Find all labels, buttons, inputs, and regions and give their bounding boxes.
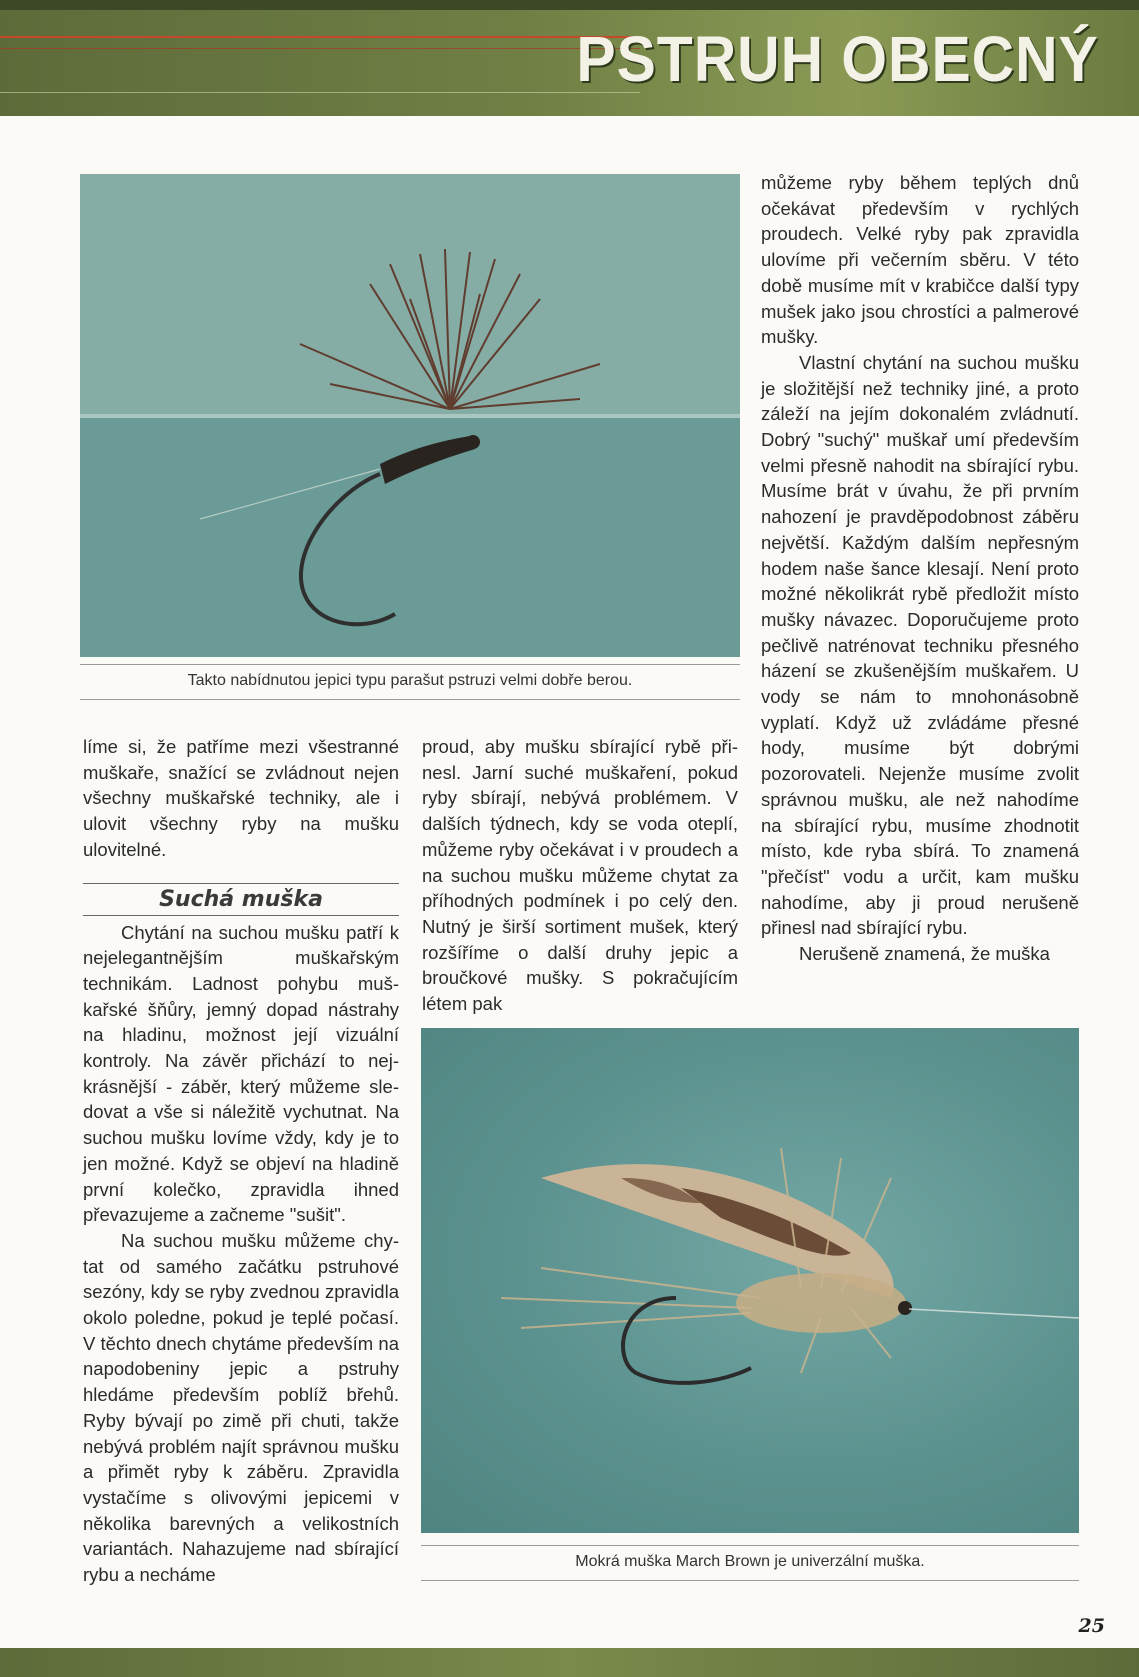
header-rule [0, 92, 640, 93]
paragraph: můžeme ryby během teplých dnů očekávat především v rychlých proudech. Velké ryby pak zpravidla ulovíme při večerním sběru. V této době musíme mít v krabičce další typy mušek jako jsou chrostíci a palmerové mušky. [761, 172, 1079, 348]
wet-fly-illustration [421, 1028, 1079, 1533]
header-rule [0, 48, 640, 49]
photo-march-brown-fly [421, 1028, 1079, 1533]
photo-caption: Mokrá muška March Brown je univerzální muška. [421, 1545, 1079, 1581]
paragraph: Na suchou mušku můžeme chytat od samého začátku pstruhové sezóny, kdy se ryby zvednou zpravidla okolo poledne, pokud je teplé počasí. V těchto dnech chytáme především na napodobeniny jepic a pstruhy hledáme především poblíž břehů. Ryby bývají po zimě při chuti, takže nebývá problém najít správnou mušku a přimět ryby k záběru. Zpravidla vystačíme s olivovými jepicemi v několika barevných a velikostních variantách. Nahazujeme nad sbírající rybu a necháme [83, 1229, 399, 1586]
paragraph: Chytání na suchou mušku patří k nejelegantnějším muškařským technikám. Ladnost pohybu muškařské šňůry, jemný dopad nástrahy na hladinu, možnost její vizuální kontroly. Na závěr přichází to nejkrásnější - záběr, který můžeme sledovat a vše si náležitě vychutnat. Na suchou mušku lovíme vždy, kdy je to jen možné. Když se objeví na hladině první kolečko, zpravidla ihned převazujeme a začneme "sušit". [83, 921, 399, 1226]
text-column-3 [761, 170, 1079, 967]
paragraph: Nerušeně znamená, že muška [799, 943, 1050, 965]
paragraph: proud, aby mušku sbírající rybě přinesl. Jarní suché muškaření, pokud ryby sbírají, nebývá problémem. V dalších týdnech, kdy se voda oteplí, můžeme ryby očekávat i v proudech a na suchou mušku můžeme chytat za příhodných podmínek i po celý den. Nutný je širší sortiment mušek, který rozšíříme o další druhy jepic a broučkové mušky. S pokračujícím létem pak [422, 736, 738, 1015]
section-heading: Suchá muška [159, 886, 323, 912]
subhead-rule [83, 915, 399, 916]
page-header [0, 0, 1139, 116]
parachute-fly-illustration [80, 174, 740, 657]
text-column-2 [422, 734, 738, 1017]
paragraph: líme si, že patříme mezi všestranné muškaře, snažící se zvládnout nejen všechny muškařské techniky, ale i ulovit všechny ryby na mušku ulovitelné. [83, 736, 399, 860]
photo-caption: Takto nabídnutou jepici typu parašut pstruzi velmi dobře berou. [80, 664, 740, 700]
header-top-line [0, 0, 1139, 10]
photo-parachute-fly [80, 174, 740, 657]
header-rule [0, 36, 640, 38]
subhead-block [83, 881, 399, 916]
text-column-1 [83, 734, 399, 1588]
page-number: 25 [1078, 1615, 1105, 1637]
paragraph: Vlastní chytání na suchou mušku je složitější než techniky jiné, a proto záleží na jejím dokonalém zvládnutí. Dobrý "suchý" muškař umí především velmi přesně nahodit na sbírající rybu. Musíme brát v úvahu, že při prvním nahození je pravděpodobnost záběru největší. Každým dalším nepřesným hodem naše šance klesají. Není proto možné několikrát rybě předložit místo mušky návazec. Doporučujeme proto pečlivě natrénovat techniku přesného házení se zkušenějším muškařem. U vody se nám to mnohonásobně vyplatí. Když už zvládáme přesné hody, musíme být dobrými pozorovateli. Nejenže musíme zvolit správnou mušku, ale než nahodíme na sbírající rybu, musíme zhodnotit místo, kde ryba sbírá. To znamená "přečíst" vodu a určit, kam mušku nahodíme, aby ji proud nerušeně přinesl nad sbírající rybu. [761, 351, 1079, 939]
page-title: PSTRUH OBECNÝ [576, 23, 1099, 95]
page-footer-band [0, 1648, 1139, 1677]
subhead-rule [83, 883, 399, 884]
